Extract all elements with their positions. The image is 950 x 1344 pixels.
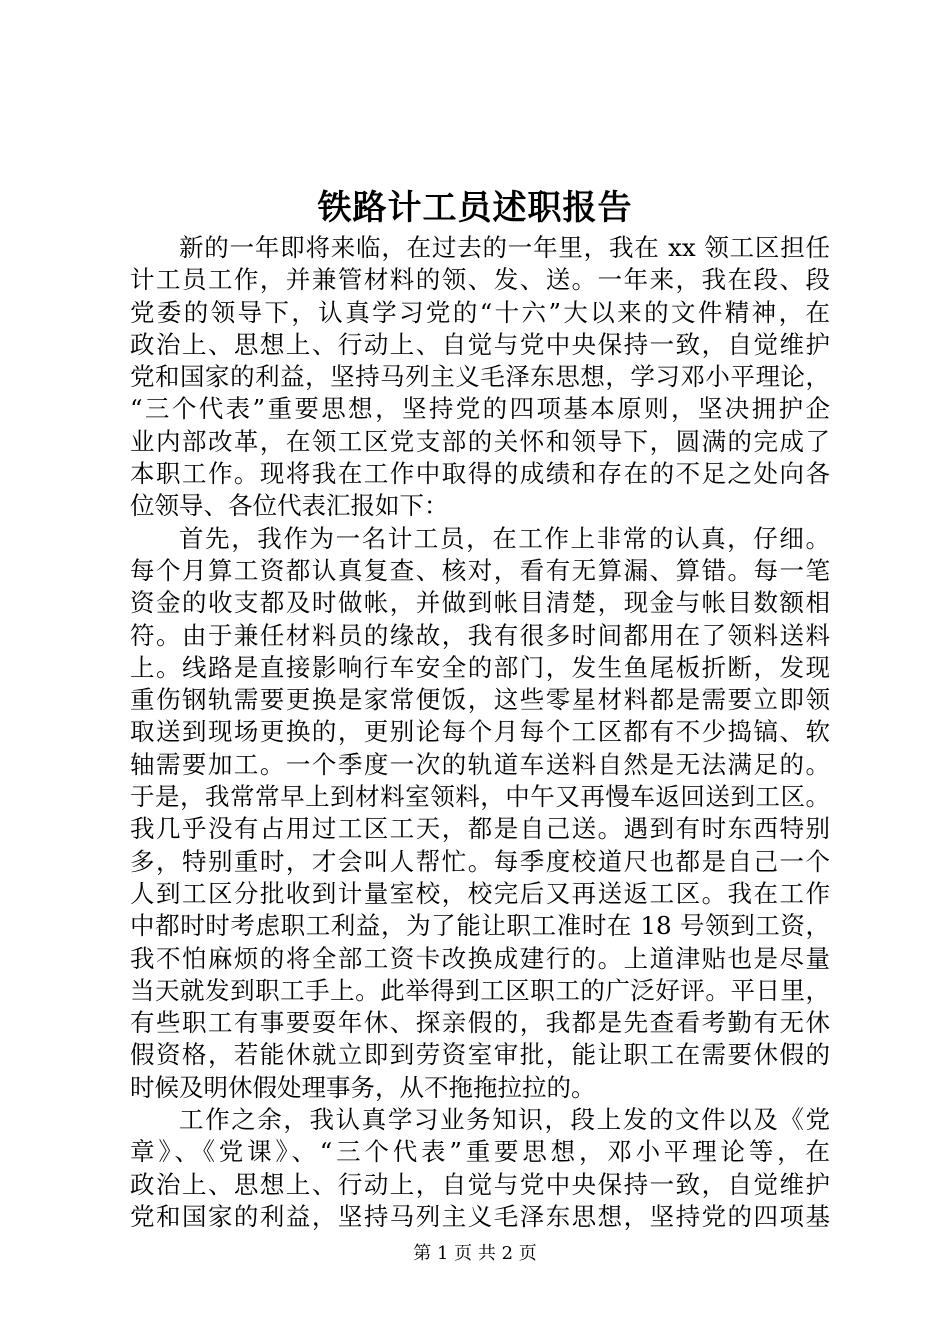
body-line: 当天就发到职工手上。此举得到工区职工的广泛好评。平日里， [130, 975, 830, 1005]
body-line: 于是，我常常早上到材料室领料，中午又再慢车返回送到工区。 [130, 782, 830, 812]
document-body [130, 232, 830, 1233]
body-line: 党和国家的利益，坚持马列主义毛泽东思想，学习邓小平理论， [130, 362, 830, 392]
body-line: 重伤钢轨需要更换是家常便饭，这些零星材料都是需要立即领 [130, 685, 830, 715]
body-line: 位领导、各位代表汇报如下： [130, 491, 449, 521]
document-title: 铁路计工员述职报告 [317, 188, 633, 228]
body-line: 政治上、思想上、行动上，自觉与党中央保持一致，自觉维护 [130, 1169, 830, 1199]
body-line: “三个代表”重要思想，坚持党的四项基本原则，坚决拥护企 [130, 394, 830, 424]
body-line: 中都时时考虑职工利益，为了能让职工准时在 18 号领到工资， [130, 911, 830, 941]
body-line: 资金的收支都及时做帐，并做到帐目清楚，现金与帐目数额相 [130, 588, 830, 618]
body-line: 党委的领导下，认真学习党的“十六”大以来的文件精神，在 [130, 297, 830, 327]
body-line: 本职工作。现将我在工作中取得的成绩和存在的不足之处向各 [130, 459, 830, 489]
body-line: 我不怕麻烦的将全部工资卡改换成建行的。上道津贴也是尽量 [130, 943, 830, 973]
body-line: 人到工区分批收到计量室校，校完后又再送返工区。我在工作 [130, 878, 830, 908]
body-line: 上。线路是直接影响行车安全的部门，发生鱼尾板折断，发现 [130, 652, 830, 682]
body-line: 每个月算工资都认真复查、核对，看有无算漏、算错。每一笔 [130, 555, 830, 585]
body-line: 业内部改革，在领工区党支部的关怀和领导下，圆满的完成了 [130, 426, 830, 456]
body-line: 假资格，若能休就立即到劳资室审批，能让职工在需要休假的 [130, 1040, 830, 1070]
body-line: 时候及明休假处理事务，从不拖拖拉拉的。 [130, 1072, 596, 1102]
body-line: 取送到现场更换的，更别论每个月每个工区都有不少捣镐、软 [130, 717, 830, 747]
page-footer: 第 1 页 共 2 页 [413, 1243, 537, 1264]
body-line: 有些职工有事要耍年休、探亲假的，我都是先查看考勤有无休 [130, 1008, 830, 1038]
body-line: 计工员工作，并兼管材料的领、发、送。一年来，我在段、段 [130, 265, 830, 295]
body-line: 政治上、思想上、行动上、自觉与党中央保持一致，自觉维护 [130, 329, 830, 359]
body-line: 章》、《党课》、“三个代表”重要思想，邓小平理论等，在 [130, 1137, 830, 1167]
body-line: 党和国家的利益，坚持马列主义毛泽东思想，坚持党的四项基 [130, 1201, 830, 1231]
body-line: 我几乎没有占用过工区工天，都是自己送。遇到有时东西特别 [130, 814, 830, 844]
body-line: 多，特别重时，才会叫人帮忙。每季度校道尺也都是自己一个 [130, 846, 830, 876]
body-line: 新的一年即将来临，在过去的一年里，我在 xx 领工区担任 [179, 233, 830, 262]
body-line: 轴需要加工。一个季度一次的轨道车送料自然是无法满足的。 [130, 749, 830, 779]
body-line: 首先，我作为一名计工员，在工作上非常的认真，仔细。 [179, 523, 830, 553]
body-line: 工作之余，我认真学习业务知识，段上发的文件以及《党 [179, 1105, 830, 1135]
body-line: 符。由于兼任材料员的缘故，我有很多时间都用在了领料送料 [130, 620, 830, 650]
